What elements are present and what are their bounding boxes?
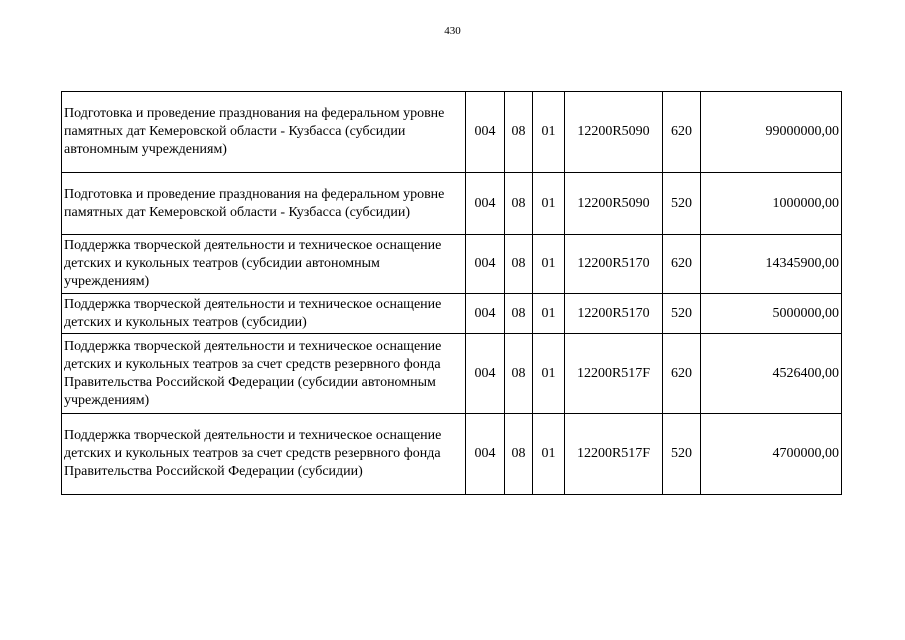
ministry-code-cell: 004 xyxy=(466,92,505,173)
expense-type-cell: 620 xyxy=(663,235,701,294)
ministry-code-cell: 004 xyxy=(466,414,505,495)
expense-type-cell: 520 xyxy=(663,173,701,235)
ministry-code-cell: 004 xyxy=(466,334,505,414)
amount-cell: 5000000,00 xyxy=(701,294,842,334)
table-row xyxy=(62,294,842,334)
amount-cell: 1000000,00 xyxy=(701,173,842,235)
amount-cell: 99000000,00 xyxy=(701,92,842,173)
target-article-cell: 12200R517F xyxy=(565,334,663,414)
subsection-code-cell: 01 xyxy=(533,334,565,414)
table-row xyxy=(62,173,842,235)
ministry-code-cell: 004 xyxy=(466,235,505,294)
subsection-code-cell: 01 xyxy=(533,414,565,495)
target-article-cell: 12200R517F xyxy=(565,414,663,495)
ministry-code-cell: 004 xyxy=(466,294,505,334)
expense-name-cell: Поддержка творческой деятельности и техническое оснащение детских и кукольных театров за счет средств резервного фонда Правительства Российской Федерации (субсидии автономным учреждениям) xyxy=(62,334,466,414)
expense-name-cell: Поддержка творческой деятельности и техническое оснащение детских и кукольных театров за счет средств резервного фонда Правительства Российской Федерации (субсидии) xyxy=(62,414,466,495)
table-row xyxy=(62,92,842,173)
amount-cell: 4700000,00 xyxy=(701,414,842,495)
expense-type-cell: 620 xyxy=(663,92,701,173)
expense-type-cell: 620 xyxy=(663,334,701,414)
subsection-code-cell: 01 xyxy=(533,235,565,294)
subsection-code-cell: 01 xyxy=(533,294,565,334)
section-code-cell: 08 xyxy=(505,173,533,235)
section-code-cell: 08 xyxy=(505,414,533,495)
expense-name-cell: Подготовка и проведение празднования на федеральном уровне памятных дат Кемеровской области - Кузбасса (субсидии автономным учреждениям) xyxy=(62,92,466,173)
section-code-cell: 08 xyxy=(505,334,533,414)
expense-type-cell: 520 xyxy=(663,414,701,495)
budget-table xyxy=(61,91,842,495)
expense-name-cell: Поддержка творческой деятельности и техническое оснащение детских и кукольных театров (субсидии автономным учреждениям) xyxy=(62,235,466,294)
section-code-cell: 08 xyxy=(505,294,533,334)
target-article-cell: 12200R5170 xyxy=(565,235,663,294)
section-code-cell: 08 xyxy=(505,92,533,173)
table-row xyxy=(62,414,842,495)
subsection-code-cell: 01 xyxy=(533,173,565,235)
page-number: 430 xyxy=(444,25,461,37)
amount-cell: 4526400,00 xyxy=(701,334,842,414)
table-row xyxy=(62,334,842,414)
target-article-cell: 12200R5090 xyxy=(565,92,663,173)
expense-type-cell: 520 xyxy=(663,294,701,334)
ministry-code-cell: 004 xyxy=(466,173,505,235)
target-article-cell: 12200R5170 xyxy=(565,294,663,334)
amount-cell: 14345900,00 xyxy=(701,235,842,294)
expense-name-cell: Поддержка творческой деятельности и техническое оснащение детских и кукольных театров (субсидии) xyxy=(62,294,466,334)
target-article-cell: 12200R5090 xyxy=(565,173,663,235)
expense-name-cell: Подготовка и проведение празднования на федеральном уровне памятных дат Кемеровской области - Кузбасса (субсидии) xyxy=(62,173,466,235)
section-code-cell: 08 xyxy=(505,235,533,294)
subsection-code-cell: 01 xyxy=(533,92,565,173)
table-row xyxy=(62,235,842,294)
